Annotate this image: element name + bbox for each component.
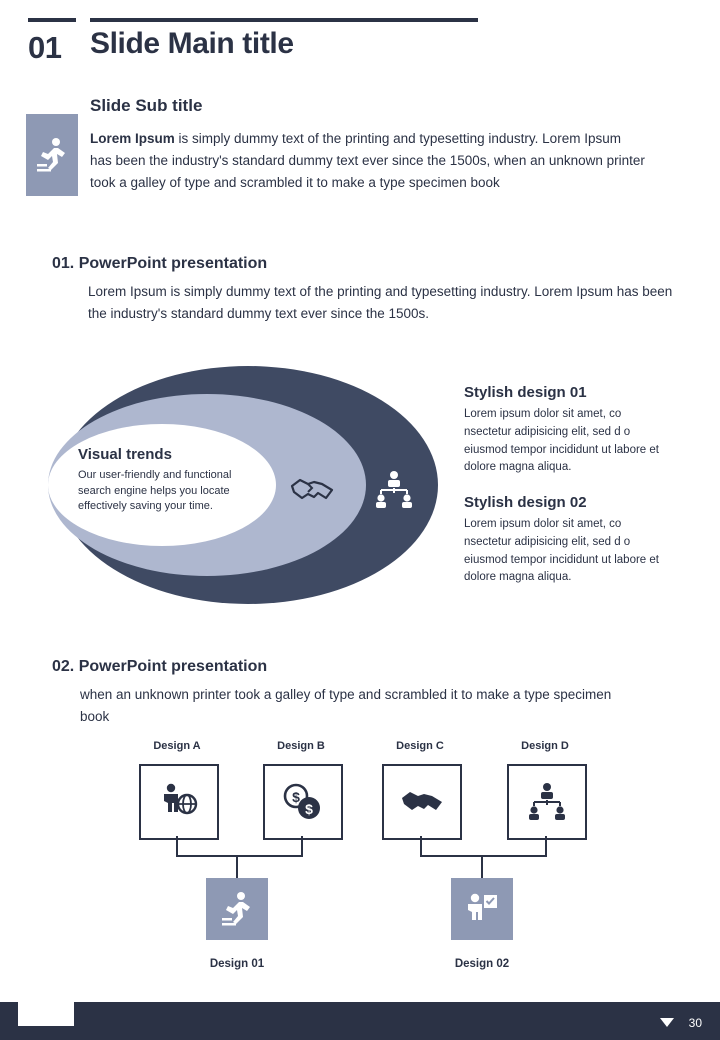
flow-label-design-c: Design C (396, 740, 444, 752)
money-coins-icon[interactable] (263, 764, 343, 840)
slide-number: 01 (28, 30, 62, 65)
org-chart-icon[interactable] (507, 764, 587, 840)
flow-diagram (0, 730, 720, 980)
slide-subtitle: Slide Sub title (90, 96, 203, 115)
section-2-title: 02. PowerPoint presentation (52, 658, 268, 675)
intro-body-text: is simply dummy text of the printing and typesetting industry. Lorem Ipsum has been the industry's standard dummy text ever since the 1500s, when an unknown printer took a galley of type and scrambled it to make a type specimen book (90, 131, 645, 190)
intro-paragraph (90, 128, 646, 194)
intro-lead: Lorem Ipsum (90, 131, 175, 146)
page-number: 30 (688, 1016, 702, 1030)
person-globe-icon[interactable] (139, 764, 219, 840)
connector-bus-left (176, 855, 303, 857)
connector-d-down (545, 836, 547, 857)
org-chart-icon (372, 468, 416, 512)
stylish-design-1-body: Lorem ipsum dolor sit amet, co nsectetur adipisicing elit, sed d o eiusmod tempor incididunt ut labore et dolore magna aliqua. (464, 408, 659, 474)
stylish-design-2-body: Lorem ipsum dolor sit amet, co nsectetur adipisicing elit, sed d o eiusmod tempor incididunt ut labore et dolore magna aliqua. (464, 518, 659, 584)
presenter-checklist-icon[interactable] (451, 878, 513, 940)
header-rule-right (90, 18, 478, 22)
down-triangle-icon (660, 1018, 674, 1027)
flow-label-design-b: Design B (277, 740, 325, 752)
flow-label-design-02: Design 02 (454, 958, 510, 970)
footer-bar (0, 1002, 720, 1040)
diagram-inner-title: Visual trends (78, 446, 172, 463)
section-2-body: when an unknown printer took a galley of type and scrambled it to make a type specimen book (80, 687, 612, 724)
footer-notch (18, 1002, 74, 1026)
connector-to-design01 (236, 855, 238, 878)
section-1-title: 01. PowerPoint presentation (52, 255, 268, 272)
diagram-inner-body: Our user-friendly and functional search engine helps you locate effectively saving your time. (78, 469, 232, 513)
connector-a-down (176, 836, 178, 857)
handshake-icon (288, 470, 336, 510)
handshake-icon[interactable] (382, 764, 462, 840)
flow-label-design-a: Design A (153, 740, 201, 752)
stylish-design-2-title: Stylish design 02 (464, 494, 587, 511)
connector-bus-right (420, 855, 547, 857)
connector-to-design02 (481, 855, 483, 878)
connector-c-down (420, 836, 422, 857)
left-edge-accent (0, 0, 3, 1002)
stylish-design-1-title: Stylish design 01 (464, 384, 587, 401)
section-1-body: Lorem Ipsum is simply dummy text of the printing and typesetting industry. Lorem Ipsum has been the industry's standard dummy text ever since the 1500s. (88, 284, 673, 321)
running-person-icon (26, 114, 78, 196)
flow-label-design-01: Design 01 (209, 958, 265, 970)
flow-label-design-d: Design D (521, 740, 569, 752)
running-person-icon[interactable] (206, 878, 268, 940)
svg-text:$: $ (292, 789, 300, 805)
page-title: Slide Main title (90, 27, 294, 60)
svg-text:$: $ (305, 801, 313, 817)
connector-b-down (301, 836, 303, 857)
ellipse-diagram (48, 366, 438, 604)
header-rule-left (28, 18, 76, 22)
